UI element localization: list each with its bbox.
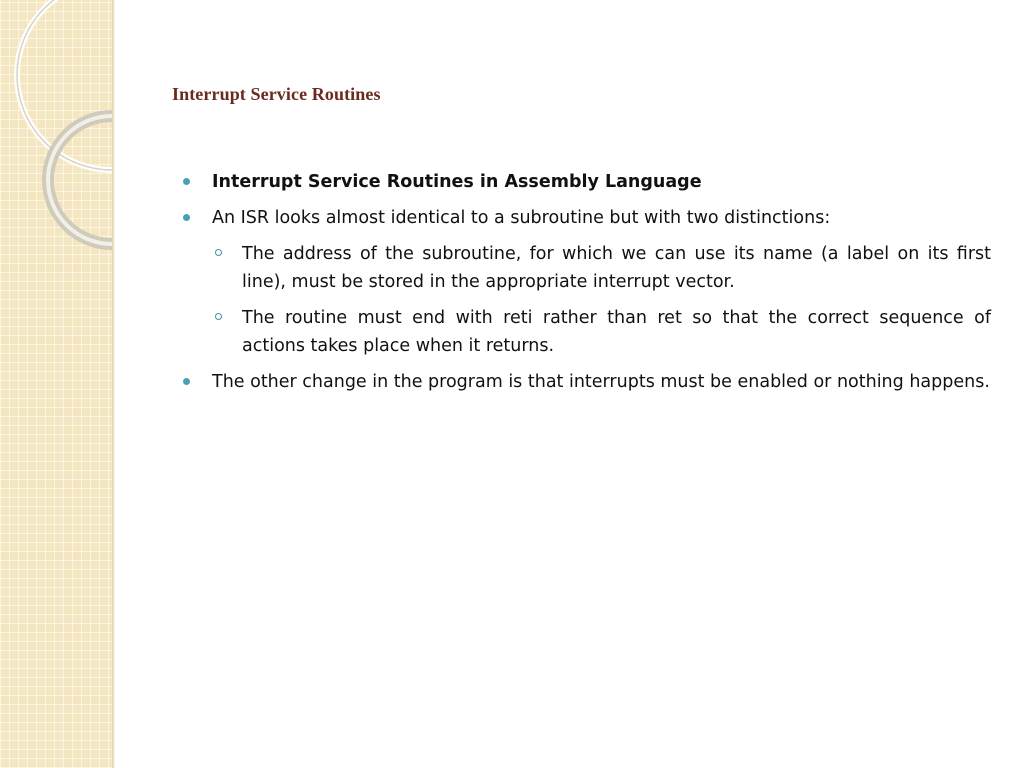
decorative-sidebar (0, 0, 112, 768)
bullet-item (186, 368, 991, 396)
sub-bullet-circle-icon (215, 249, 222, 256)
bullet-dot-icon (183, 378, 190, 385)
bullet-item (186, 168, 991, 196)
decorative-circle-small-highlight (48, 116, 112, 244)
bullet-dot-icon (183, 178, 190, 185)
bullet-dot-icon (183, 214, 190, 221)
decorative-circles (0, 0, 112, 768)
decorative-circle-small (48, 116, 112, 244)
sub-bullet-circle-icon (215, 313, 222, 320)
sub-bullet-item (212, 240, 991, 296)
bullet-item (186, 204, 991, 360)
slide-content (186, 168, 991, 404)
sidebar-edge (112, 0, 115, 768)
bullet-text: An ISR looks almost identical to a subroutine but with two distinctions: (212, 208, 831, 228)
sub-bullet-text: The routine must end with reti rather than ret so that the correct sequence of actions takes place when it returns. (242, 308, 991, 356)
sub-bullet-text: The address of the subroutine, for which we can use its name (a label on its first line), must be stored in the appropriate interrupt vector. (242, 244, 991, 292)
bullet-text: Interrupt Service Routines in Assembly Language (212, 172, 702, 192)
bullet-text: The other change in the program is that interrupts must be enabled or nothing happens. (212, 372, 990, 392)
sub-bullet-item (212, 304, 991, 360)
bullet-list (186, 168, 991, 396)
slide-title: Interrupt Service Routines (172, 84, 381, 104)
sub-bullet-list (212, 240, 991, 360)
